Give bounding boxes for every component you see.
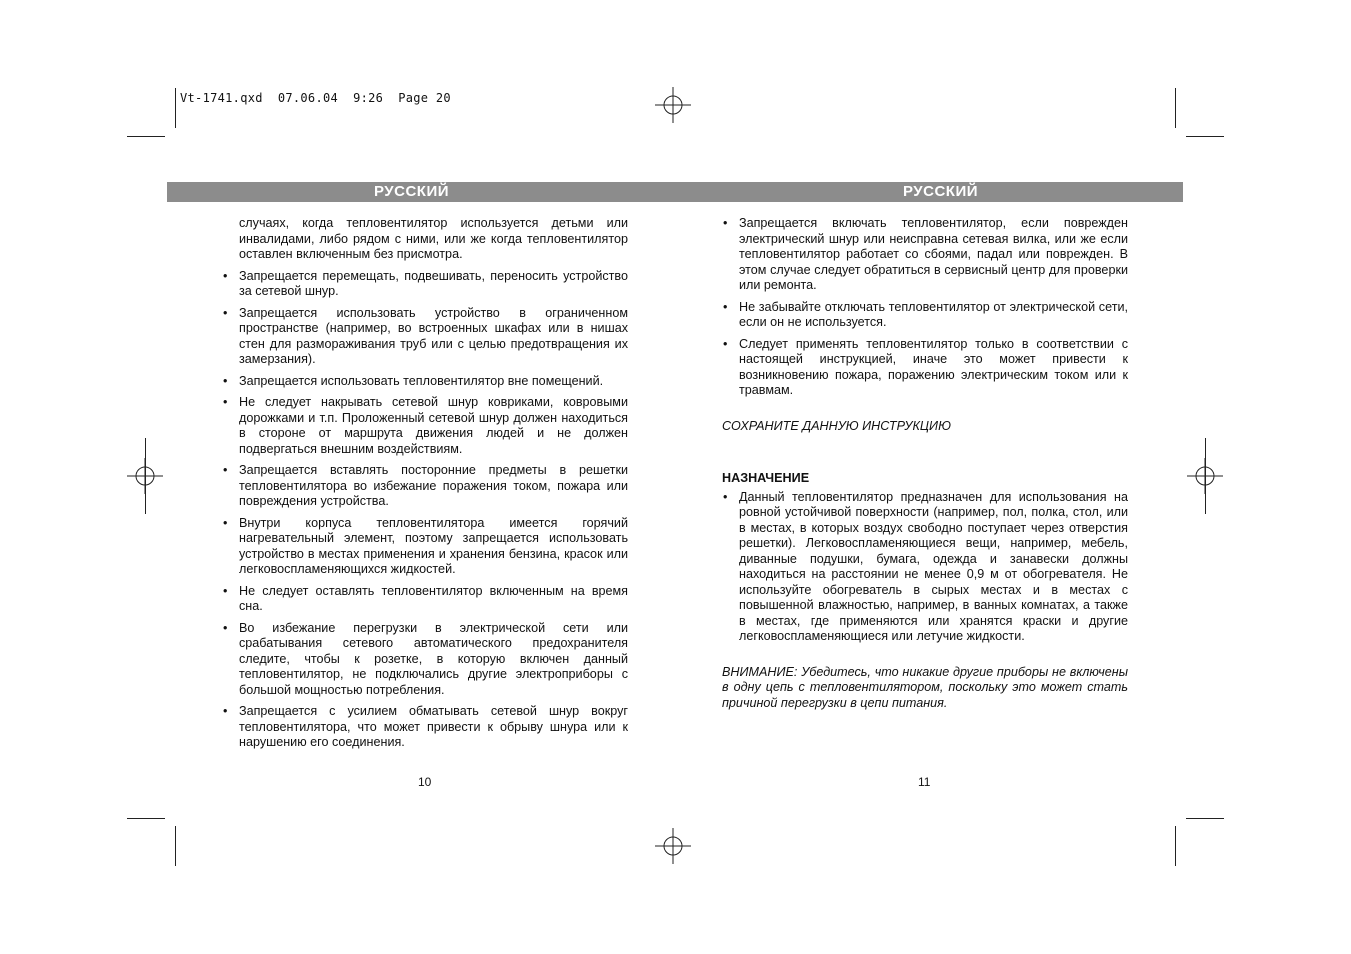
registration-mark-bottom (655, 828, 691, 864)
right-column (722, 210, 1128, 711)
warning-note: ВНИМАНИЕ: Убедитесь, что никакие другие приборы не включены в одну цепь с тепловентилятором, поскольку это может стать причиной перегрузки в цепи питания. (722, 664, 1128, 710)
crop-mark (1186, 818, 1224, 819)
page-number-left: 10 (418, 775, 432, 789)
list-item: • Запрещается вставлять посторонние предметы в решетки тепловентилятора во избежание поражения током, пожара или повреждения устройства. (222, 463, 628, 510)
registration-mark-top (655, 87, 691, 123)
safety-list (222, 269, 628, 751)
crop-mark (175, 826, 176, 866)
crop-mark (127, 136, 165, 137)
crop-mark (1175, 88, 1176, 128)
list-item: • Внутри корпуса тепловентилятора имеется горячий нагревательный элемент, поэтому запрещается использовать устройство в местах применения и хранения бензина, красок или легковоспламеняющихся жидкостей. (222, 516, 628, 578)
safety-list (722, 216, 1128, 399)
crop-mark (1175, 826, 1176, 866)
language-header-bar (167, 182, 1183, 202)
list-item: • Не следует накрывать сетевой шнур ковриками, ковровыми дорожками и т.п. Проложенный сетевой шнур должен находиться в стороне от маршрута движения людей и не должен подвергаться внешним воздействиям. (222, 395, 628, 457)
crop-mark (1205, 438, 1206, 514)
page-number-right: 11 (918, 775, 931, 789)
list-item: • Следует применять тепловентилятор только в соответствии с настоящей инструкцией, иначе это может привести к возникновению пожара, поражению электрическим током или к травмам. (722, 337, 1128, 399)
list-item: • Запрещается с усилием обматывать сетевой шнур вокруг тепловентилятора, что может привести к обрыву шнура или к нарушению его соединения. (222, 704, 628, 751)
header-left-label: РУССКИЙ (374, 183, 450, 200)
crop-mark (175, 88, 176, 128)
list-item: • Запрещается включать тепловентилятор, если поврежден электрический шнур или неисправна сетевая вилка, или же если тепловентилятор работает со сбоями, падал или поврежден. В этом случае следует обратиться в сервисный центр для проверки или ремонта. (722, 216, 1128, 294)
list-item: • Запрещается использовать устройство в ограниченном пространстве (например, во встроенных шкафах или в нишах стен для размораживания труб или с целью предотвращения их замерзания). (222, 306, 628, 368)
purpose-list (722, 490, 1128, 645)
purpose-heading: НАЗНАЧЕНИЕ (722, 471, 810, 485)
crop-mark (145, 438, 146, 514)
file-slug: Vt-1741.qxd 07.06.04 9:26 Page 20 (180, 91, 451, 105)
list-item: • Запрещается перемещать, подвешивать, переносить устройство за сетевой шнур. (222, 269, 628, 300)
list-item: • Во избежание перегрузки в электрической сети или срабатывания сетевого автоматического предохранителя следите, чтобы к розетке, в которую включен данный тепловентилятор, не подключались другие электроприборы с большой мощностью потребления. (222, 621, 628, 699)
list-item: • Запрещается использовать тепловентилятор вне помещений. (222, 374, 628, 390)
list-item: • Не забывайте отключать тепловентилятор от электрической сети, если он не используется. (722, 300, 1128, 331)
list-item: • Не следует оставлять тепловентилятор включенным на время сна. (222, 584, 628, 615)
crop-mark (127, 818, 165, 819)
header-right-label: РУССКИЙ (903, 183, 979, 200)
left-column (222, 216, 628, 751)
crop-mark (1186, 136, 1224, 137)
list-item: • Данный тепловентилятор предназначен для использования на ровной устойчивой поверхности (например, пол, полка, стол, или в местах, в которых воздух свободно поступает через отверстия решетки). Легковоспламеняющиеся вещи, например, мебель, диванные подушки, бумага, одежда и занавески должны находиться на расстоянии не менее 0,9 м от обогревателя. Не используйте обогреватель в сырых местах и в местах с повышенной влажностью, например, в ванных комнатах, а также в местах, где применяются или хранятся краски и другие легковоспламеняющиеся или летучие жидкости. (722, 490, 1128, 645)
save-instructions-note: СОХРАНИТЕ ДАННУЮ ИНСТРУКЦИЮ (722, 418, 951, 433)
lead-paragraph: случаях, когда тепловентилятор используется детьми или инвалидами, либо рядом с ними, или же когда тепловентилятор оставлен включенным без присмотра. (239, 216, 628, 261)
